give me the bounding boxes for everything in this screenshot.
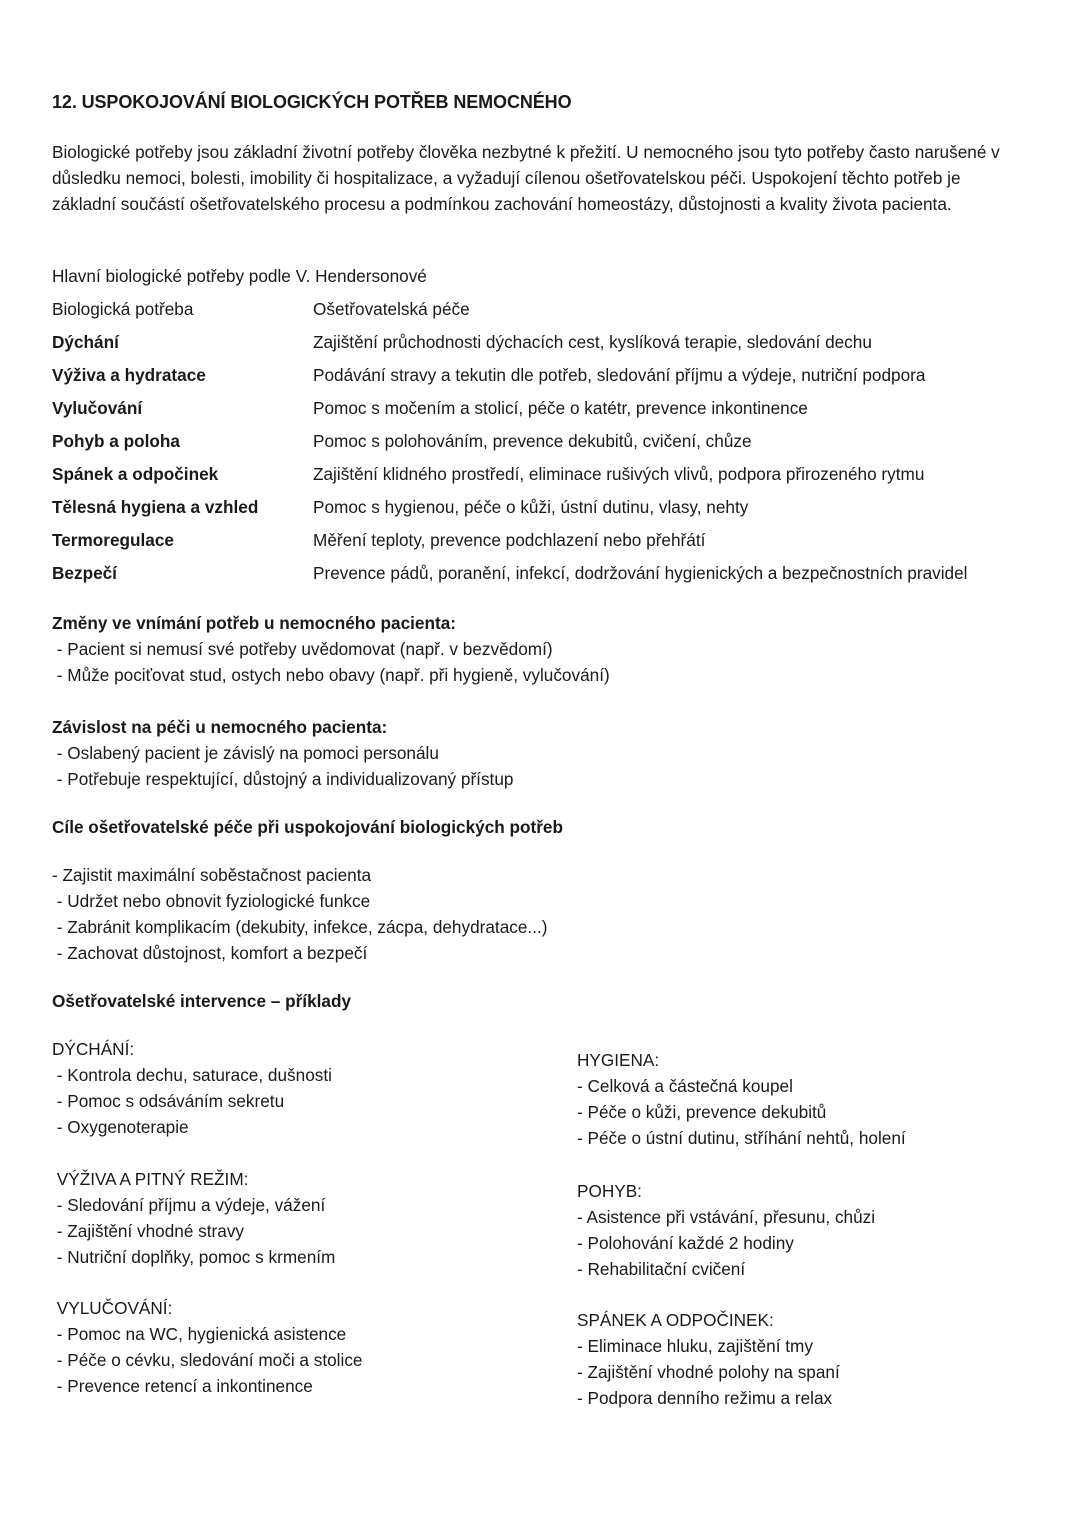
- page-title: 12. USPOKOJOVÁNÍ BIOLOGICKÝCH POTŘEB NEMOCNÉHO: [52, 92, 572, 112]
- list-item: - Pacient si nemusí své potřeby uvědomovat (např. v bezvědomí): [52, 639, 553, 659]
- dependency-section: [52, 714, 513, 792]
- list-item: - Podpora denního režimu a relax: [577, 1388, 833, 1408]
- list-item: - Pomoc s odsáváním sekretu: [52, 1091, 285, 1111]
- intervention-group-movement: [577, 1178, 875, 1282]
- table-header-care: Ošetřovatelská péče: [313, 299, 470, 319]
- intervention-group-nutrition: [52, 1166, 335, 1270]
- intro-paragraph: Biologické potřeby jsou základní životní potřeby člověka nezbytné k přežití. U nemocného jsou tyto potřeby často narušené v důsledku nemoci, bolesti, imobility či hospitalizace, a vyžadují cílenou ošetřovatelskou péči. Uspokojení těchto potřeb je základní součástí ošetřovatelského procesu a podmínkou zachování homeostázy, důstojnosti a kvality života pacienta.: [52, 142, 1000, 214]
- need-cell: Bezpečí: [52, 563, 117, 583]
- dependency-list: [52, 740, 513, 792]
- list-item: - Zachovat důstojnost, komfort a bezpečí: [52, 943, 368, 963]
- list-item: - Péče o ústní dutinu, stříhání nehtů, holení: [577, 1128, 906, 1148]
- group-title: SPÁNEK A ODPOČINEK:: [577, 1310, 774, 1330]
- group-title: DÝCHÁNÍ:: [52, 1039, 135, 1059]
- list-item: - Péče o cévku, sledování moči a stolice: [52, 1350, 363, 1370]
- need-cell: Tělesná hygiena a vzhled: [52, 497, 259, 517]
- list-item: - Zajištění vhodné polohy na spaní: [577, 1362, 840, 1382]
- changes-section: [52, 610, 610, 688]
- list-item: - Oslabený pacient je závislý na pomoci personálu: [52, 743, 439, 763]
- changes-heading: Změny ve vnímání potřeb u nemocného pacienta:: [52, 613, 456, 633]
- list-item: - Celková a částečná koupel: [577, 1076, 793, 1096]
- table-row: [52, 362, 1042, 395]
- care-cell: Podávání stravy a tekutin dle potřeb, sledování příjmu a výdeje, nutriční podpora: [313, 365, 926, 385]
- list-item: - Zabránit komplikacím (dekubity, infekce, zácpa, dehydratace...): [52, 917, 548, 937]
- need-cell: Termoregulace: [52, 530, 174, 550]
- list-item: - Zajistit maximální soběstačnost pacienta: [52, 865, 372, 885]
- list-item: - Sledování příjmu a výdeje, vážení: [52, 1195, 326, 1215]
- list-item: - Oxygenoterapie: [52, 1117, 189, 1137]
- care-cell: Pomoc s hygienou, péče o kůži, ústní dutinu, vlasy, nehty: [313, 497, 749, 517]
- table-header-need: Biologická potřeba: [52, 299, 194, 319]
- interventions-heading: Ošetřovatelské intervence – příklady: [52, 991, 352, 1011]
- care-cell: Pomoc s močením a stolicí, péče o katétr, prevence inkontinence: [313, 398, 808, 418]
- need-cell: Dýchání: [52, 332, 119, 352]
- table-row: [52, 527, 1042, 560]
- list-item: - Eliminace hluku, zajištění tmy: [577, 1336, 813, 1356]
- need-cell: Vylučování: [52, 398, 143, 418]
- table-row: [52, 461, 1042, 494]
- group-title: VÝŽIVA A PITNÝ REŽIM:: [52, 1169, 249, 1189]
- intervention-group-breathing: [52, 1036, 332, 1140]
- list-item: - Potřebuje respektující, důstojný a individualizovaný přístup: [52, 769, 514, 789]
- list-item: - Nutriční doplňky, pomoc s krmením: [52, 1247, 336, 1267]
- table-row: [52, 329, 1042, 362]
- table-caption: Hlavní biologické potřeby podle V. Hendersonové: [52, 266, 427, 286]
- table-row: [52, 494, 1042, 527]
- list-item: - Kontrola dechu, saturace, dušnosti: [52, 1065, 332, 1085]
- list-item: - Rehabilitační cvičení: [577, 1259, 746, 1279]
- intervention-group-hygiene: [577, 1047, 906, 1151]
- table-row: [52, 560, 1042, 593]
- list-item: - Asistence při vstávání, přesunu, chůzi: [577, 1207, 876, 1227]
- list-item: - Péče o kůži, prevence dekubitů: [577, 1102, 827, 1122]
- group-title: HYGIENA:: [577, 1050, 660, 1070]
- group-title: VYLUČOVÁNÍ:: [52, 1298, 173, 1318]
- goals-section: [52, 862, 547, 966]
- care-cell: Zajištění průchodnosti dýchacích cest, kyslíková terapie, sledování dechu: [313, 332, 872, 352]
- care-cell: Měření teploty, prevence podchlazení nebo přehřátí: [313, 530, 706, 550]
- goals-heading: Cíle ošetřovatelské péče při uspokojování biologických potřeb: [52, 817, 563, 837]
- table-row: [52, 428, 1042, 461]
- list-item: - Prevence retencí a inkontinence: [52, 1376, 313, 1396]
- table-header-row: [52, 296, 1042, 329]
- need-cell: Výživa a hydratace: [52, 365, 206, 385]
- changes-list: [52, 636, 610, 688]
- list-item: - Udržet nebo obnovit fyziologické funkce: [52, 891, 371, 911]
- list-item: - Pomoc na WC, hygienická asistence: [52, 1324, 347, 1344]
- needs-table: [52, 296, 1042, 593]
- table-row: [52, 395, 1042, 428]
- list-item: - Může pociťovat stud, ostych nebo obavy (např. při hygieně, vylučování): [52, 665, 610, 685]
- list-item: - Polohování každé 2 hodiny: [577, 1233, 794, 1253]
- intervention-group-elimination: [52, 1295, 362, 1399]
- care-cell: Pomoc s polohováním, prevence dekubitů, cvičení, chůze: [313, 431, 752, 451]
- dependency-heading: Závislost na péči u nemocného pacienta:: [52, 717, 388, 737]
- intervention-group-sleep: [577, 1307, 840, 1411]
- need-cell: Spánek a odpočinek: [52, 464, 219, 484]
- care-cell: Zajištění klidného prostředí, eliminace rušivých vlivů, podpora přirozeného rytmu: [313, 464, 925, 484]
- need-cell: Pohyb a poloha: [52, 431, 180, 451]
- care-cell: Prevence pádů, poranění, infekcí, dodržování hygienických a bezpečnostních pravidel: [313, 563, 968, 583]
- group-title: POHYB:: [577, 1181, 642, 1201]
- list-item: - Zajištění vhodné stravy: [52, 1221, 245, 1241]
- goals-list: [52, 862, 547, 966]
